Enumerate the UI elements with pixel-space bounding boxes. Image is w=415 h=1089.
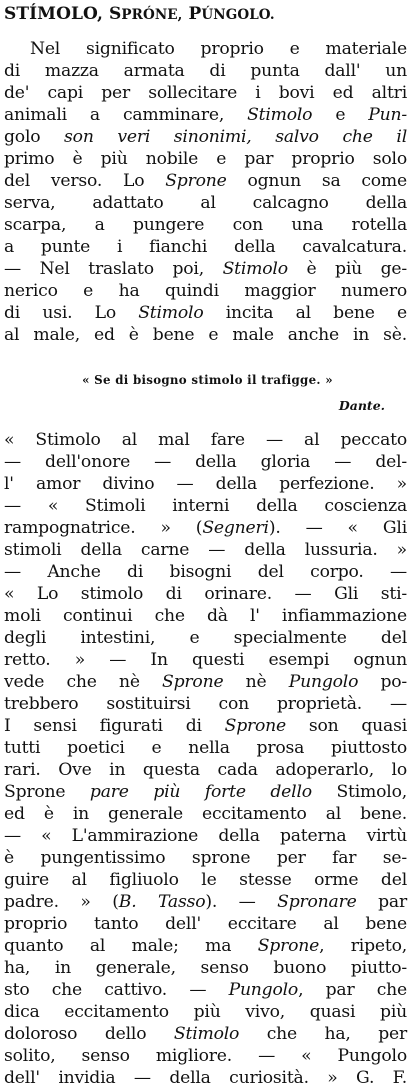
quotation-author: Dante. [338,398,385,413]
text-line: ha, in generale, senso buono piutto- [4,958,407,978]
headword-sprone: SPRÓNE, [109,4,183,24]
text-line: al male, ed è bene e male anche in sè. [4,325,407,345]
text-line: di mazza armata di punta dall' un [4,61,407,81]
headword-stimolo: STÍMOLO, [4,4,103,24]
text-line: del verso. Lo Sprone ognun sa come [4,171,407,191]
text-line: a punte i fianchi della cavalcatura. [4,237,407,257]
text-line: trebbero sostituirsi con proprietà. — [4,694,407,714]
text-line: stimoli della carne — della lussuria. » [4,540,407,560]
text-line: l' amor divino — della perfezione. » [4,474,407,494]
text-line: dica eccitamento più vivo, quasi più [4,1002,407,1022]
text-line: sto che cattivo. — Pungolo, par che [4,980,407,1000]
text-line: — Anche di bisogni del corpo. — [4,562,407,582]
text-line: dell' invidia — della curiosità. » G. F. [4,1068,407,1088]
text-line: retto. » — In questi esempi ognun [4,650,407,670]
text-line: Nel significato proprio e materiale [30,39,407,59]
text-line: tutti poetici e nella prosa piuttosto [4,738,407,758]
text-line: nerico e ha quindi maggior numero [4,281,407,301]
text-line: golo son veri sinonimi, salvo che il [4,127,407,147]
text-line: serva, adattato al calcagno della [4,193,407,213]
entry-heading [4,4,275,24]
text-line: solito, senso migliore. — « Pungolo [4,1046,407,1066]
text-line: moli continui che dà l' infiammazione [4,606,407,626]
text-line: — dell'onore — della gloria — del- [4,452,407,472]
text-line: doloroso dello Stimolo che ha, per [4,1024,408,1044]
text-line: è pungentissimo sprone per far se- [4,848,407,868]
text-line: vede che nè Sprone nè Pungolo po- [4,672,407,692]
text-line: — « L'ammirazione della paterna virtù [4,826,407,846]
text-line: di usi. Lo Stimolo incita al bene e [4,303,407,323]
text-line: Sprone pare più forte dello Stimolo, [4,782,407,802]
text-line: rari. Ove in questa cada adoperarlo, lo [4,760,407,780]
text-line: quanto al male; ma Sprone, ripeto, [4,936,408,956]
text-line: rampognatrice. » (Segneri). — « Gli [4,518,407,538]
text-line: padre. » (B. Tasso). — Spronare par [4,892,407,912]
text-line: « Stimolo al mal fare — al peccato [4,430,407,450]
text-line: primo è più nobile e par proprio solo [4,149,407,169]
text-line: degli intestini, e specialmente del [4,628,407,648]
dante-quotation: « Se di bisogno stimolo il trafigge. » [82,373,333,387]
text-line: « Lo stimolo di orinare. — Gli sti- [4,584,407,604]
headword-pungolo: PÚNGOLO. [188,4,275,24]
text-line: — Nel traslato poi, Stimolo è più ge- [4,259,407,279]
text-line: guire al figliuolo le stesse orme del [4,870,407,890]
text-line: scarpa, a pungere con una rotella [4,215,407,235]
text-line: — « Stimoli interni della coscienza [4,496,407,516]
text-line: I sensi figurati di Sprone son quasi [4,716,407,736]
text-line: de' capi per sollecitare i bovi ed altri [4,83,407,103]
text-line: animali a camminare, Stimolo e Pun- [4,105,407,125]
text-line: proprio tanto dell' eccitare al bene [4,914,407,934]
text-line: ed è in generale eccitamento al bene. [4,804,407,824]
